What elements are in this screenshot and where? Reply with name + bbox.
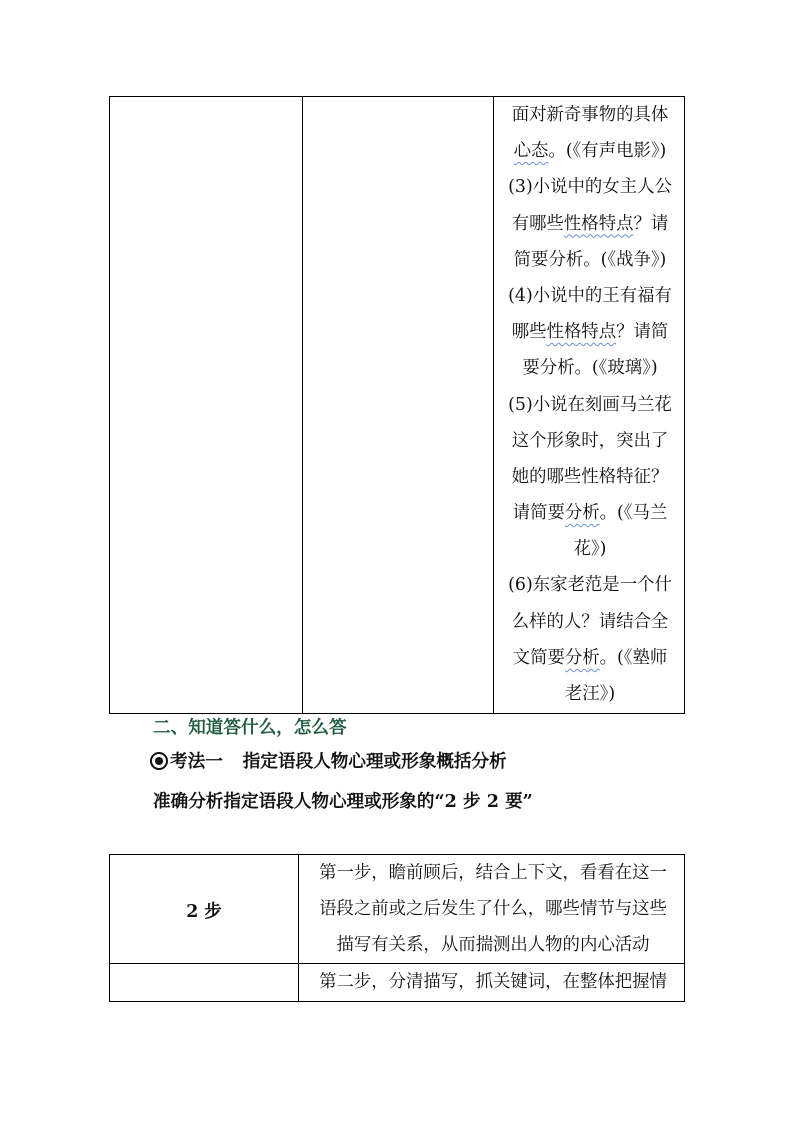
text-line: 描写有关系，从而揣测出人物的内心活动 <box>336 935 650 955</box>
question-line <box>498 206 682 242</box>
method-label: 考法一 <box>170 751 223 772</box>
underlined-segment: 心态 <box>513 141 549 162</box>
text-line: 第二步，分清描写，抓关键词，在整体把握情 <box>319 972 667 992</box>
question-line <box>498 314 682 350</box>
underlined-segment: 性格特点 <box>546 322 617 343</box>
underlined-segment: 分析 <box>564 647 600 668</box>
step-one-text <box>304 855 682 963</box>
bullet-icon <box>150 752 168 770</box>
step-label: 2 步 <box>186 901 222 922</box>
column-divider <box>493 97 494 713</box>
step-two-text <box>304 963 682 1001</box>
question-line: 要分析。(《玻璃》) <box>522 358 658 379</box>
question-line <box>498 133 682 169</box>
question-line: (3)小说中的女主人公 <box>508 177 672 198</box>
section-heading: 二、知道答什么，怎么答 <box>153 717 347 738</box>
column-divider <box>298 855 299 1001</box>
question-line: (6)东家老范是一个什 <box>508 575 672 596</box>
text-segment: 。(《有声电影》) <box>548 141 667 162</box>
question-line: 么样的人？请结合全 <box>511 611 669 632</box>
method-title: 指定语段人物心理或形象概括分析 <box>242 751 507 772</box>
question-line <box>498 495 682 531</box>
question-line: 面对新奇事物的具体 <box>511 105 669 125</box>
question-table <box>109 96 685 714</box>
question-line: 花》) <box>573 539 607 560</box>
question-line: 老汪》) <box>564 684 616 704</box>
underlined-segment: 分析 <box>564 503 600 524</box>
method-heading <box>150 748 507 776</box>
text-line: 第一步，瞻前顾后，结合上下文，看看在这一 <box>319 863 667 883</box>
question-line: 她的哪些性格特征？ <box>511 466 669 487</box>
text-segment: 文简要 <box>512 647 565 668</box>
underlined-segment: 性格特点 <box>563 213 634 234</box>
text-segment: 哪些 <box>511 322 547 343</box>
text-segment: 有哪些 <box>511 213 564 234</box>
question-line: (5)小说在刻画马兰花 <box>508 394 672 415</box>
text-segment: ？请 <box>633 213 669 234</box>
text-segment: ？请简 <box>616 322 669 343</box>
question-line: 这个形象时，突出了 <box>511 430 669 451</box>
text-segment: 。(《塾师 <box>599 647 668 668</box>
questions-column <box>498 97 682 712</box>
question-line: (4)小说中的王有福有 <box>508 285 672 306</box>
text-segment: 请简要 <box>512 503 565 524</box>
text-segment: 。(《马兰 <box>599 503 668 524</box>
subheading: 准确分析指定语段人物心理或形象的“2 步 2 要” <box>153 791 533 812</box>
steps-table <box>109 854 685 1002</box>
text-line: 语段之前或之后发生了什么，哪些情节与这些 <box>319 899 667 919</box>
question-line <box>498 640 682 676</box>
column-divider <box>302 97 303 713</box>
question-line: 简要分析。(《战争》) <box>513 249 667 270</box>
